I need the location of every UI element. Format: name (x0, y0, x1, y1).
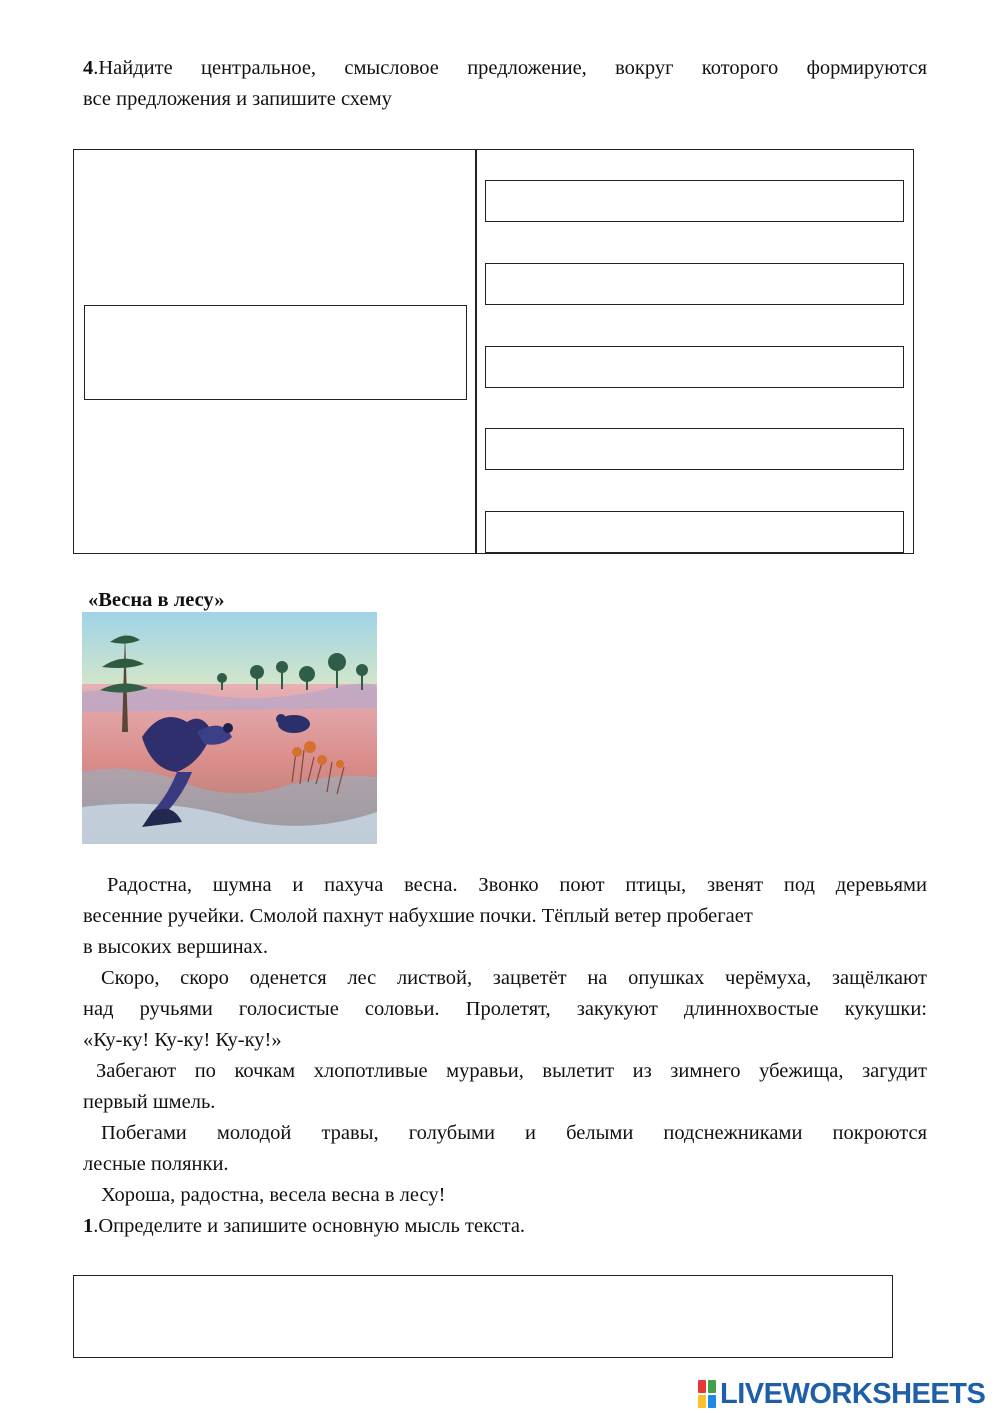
task4-line1: 4.Найдите центральное, смысловое предложение, вокруг которого формируются (83, 57, 927, 79)
story-p2-line3: «Ку-ку! Ку-ку! Ку-ку!» (83, 1029, 282, 1051)
spring-forest-illustration (82, 612, 377, 844)
sentence-input-5[interactable] (486, 512, 903, 552)
main-idea-box[interactable] (73, 1275, 893, 1358)
sentence-box-4[interactable] (485, 428, 904, 470)
sentence-box-3[interactable] (485, 346, 904, 388)
task1-instruction: 1.Определите и запишите основную мысль текста. (83, 1215, 526, 1237)
sentence-input-1[interactable] (486, 181, 903, 221)
story-p4-line1: Побегами молодой травы, голубыми и белыми подснежниками покроются (101, 1122, 927, 1144)
story-p3-line2: первый шмель. (83, 1091, 216, 1113)
task4-number: 4 (83, 57, 94, 79)
story-p2-line1: Скоро, скоро оденется лес листвой, зацветёт на опушках черёмуха, защёлкают (101, 967, 927, 989)
central-sentence-input[interactable] (85, 306, 466, 399)
logo-text: LIVEWORKSHEETS (720, 1377, 986, 1410)
story-p1-line2: весенние ручейки. Смолой пахнут набухшие почки. Тёплый ветер пробегает (83, 905, 753, 927)
task4-line2: все предложения и запишите схему (83, 88, 392, 110)
story-p5: Хороша, радостна, весела весна в лесу! (101, 1184, 446, 1206)
story-p1-line1: Радостна, шумна и пахуча весна. Звонко поют птицы, звенят под деревьями (107, 874, 927, 896)
task1-number: 1 (83, 1215, 94, 1237)
sentence-input-3[interactable] (486, 347, 903, 387)
story-p4-line2: лесные полянки. (83, 1153, 229, 1175)
main-idea-input[interactable] (74, 1276, 892, 1357)
sentence-box-2[interactable] (485, 263, 904, 305)
sentence-input-4[interactable] (486, 429, 903, 469)
sentence-box-5[interactable] (485, 511, 904, 553)
liveworksheets-logo (698, 1378, 985, 1410)
story-p2-line2: над ручьями голосистые соловьи. Пролетят, закукуют длиннохвостые кукушки: (83, 998, 927, 1020)
sentence-box-1[interactable] (485, 180, 904, 222)
story-title: «Весна в лесу» (88, 589, 225, 611)
story-p3-line1: Забегают по кочкам хлопотливые муравьи, вылетит из зимнего убежища, загудит (96, 1060, 927, 1082)
scheme-table-divider (475, 149, 477, 554)
central-sentence-box[interactable] (84, 305, 467, 400)
sentence-input-2[interactable] (486, 264, 903, 304)
logo-mark-icon (698, 1380, 716, 1408)
story-p1-line3: в высоких вершинах. (83, 936, 269, 958)
